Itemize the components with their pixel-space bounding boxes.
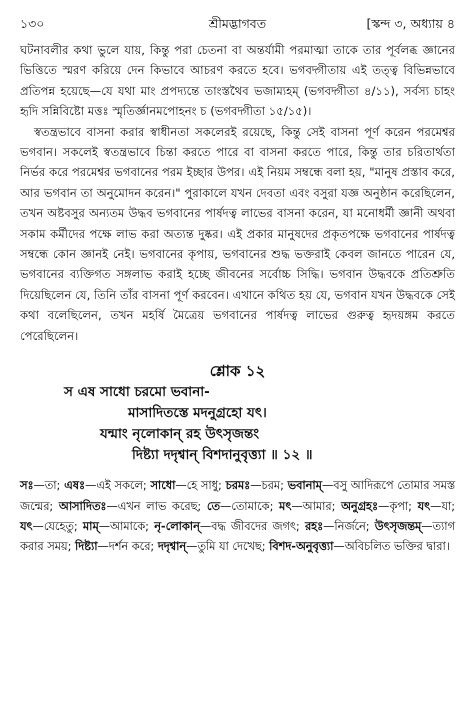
synonym-entry: ভবানাম্—বসু আদিরূপে তোমার সমস্ত জন্মের; [20,479,456,513]
word-meaning: নির্জনে; [334,519,370,533]
synonym-entry: আসাদিতঃ—এখন লাভ করেছ; [58,499,202,513]
word-for-word-synonyms [20,476,455,558]
purport-paragraph: ঘটনাবলীর কথা ভুলে যায়, কিন্তু পরা চেতনা বা অন্তর্যামী পরমাত্মা তাকে তার পূর্বলব্ধ জ্ঞানের ভিত্তিতে স্মরণ করিয়ে দেন কিভাবে আচরণ করতে হবে। ভগবদ্গীতায় এই তত্ত্ব বিভিন্নভাবে প্রতিপন্ন হয়েছে—যে যথা মাং প্রপদ্যন্তে তাংস্তথৈব ভজাম্যহম্ (ভগবদ্গীতা ৪/১১), সর্বস্য চাহং হৃদি সন্নিবিষ্টো মত্তঃ স্মৃতির্জ্ঞানমপোহনং চ (ভগবদ্গীতা ১৫/১৫)। [20,43,455,119]
word-meaning: যা; [441,499,456,513]
synonym-entry: চরমঃ—চরম; [225,479,284,493]
verse-line: স এষ সাধো চরমো ভবানা- [64,384,210,401]
sanskrit-word: উৎসৃজন্তম্ [374,519,422,533]
word-meaning: যেহেতু; [43,519,78,533]
verse-heading: শ্লোক ১২ [209,362,266,381]
synonym-entry: মৎ—আমার; [279,499,336,513]
page-header [20,8,455,34]
verse-line: মাসাদিতস্তে মদনুগ্রহো যৎ। [128,405,267,422]
chapter-reference: [স্কন্দ ৩, অধ্যায় ৪ [366,16,455,31]
sanskrit-word: মাম্ [82,519,99,533]
sanskrit-word: রহঃ [304,519,324,533]
purport-paragraph: স্বতন্ত্রভাবে বাসনা করার স্বাধীনতা সকলেরই রয়েছে, কিন্তু সেই বাসনা পূর্ণ করেন পরমেশ্বর ভগবান। সকলেই স্বতন্ত্রভাবে চিন্তা করতে পারে বা বাসনা করতে পারে, কিন্তু তার চরিতার্থতা নির্ভর করে পরমেশ্বর ভগবানের পরম ইচ্ছার উপর। এই নিয়ম সম্বন্ধে বলা হয়, "মানুষ প্রস্তাব করে, আর ভগবান তা অনুমোদন করেন।" পুরাকালে যখন দেবতা এবং বসুরা যজ্ঞ অনুষ্ঠান করেছিলেন, তখন অষ্টবসুর অন্যতম উদ্ধব ভগবানের পার্ষদত্ব লাভের বাসনা করেন, যা মনোধর্মী জ্ঞানী অথবা সকাম কর্মীদের পক্ষে লাভ করা অত্যন্ত দুষ্কর। এই প্রকার মানুষদের প্রকৃতপক্ষে ভগবানের পার্ষদত্ব সম্বন্ধে কোন জ্ঞানই নেই। ভগবানের কৃপায়, ভগবানের শুদ্ধ ভক্তরাই কেবল জানতে পারেন যে, ভগবানের ব্যক্তিগত সঙ্গলাভ করাই হচ্ছে জীবনের সর্বোচ্চ সিদ্ধি। ভগবান উদ্ধবকে প্রতিশ্রুতি দিয়েছিলেন যে, তিনি তাঁর বাসনা পূর্ণ করবেন। এখানে কথিত হয় যে, ভগবান যখন উদ্ধবকে সেই কথা বলেছিলেন, তখন মহর্ষি মৈত্রেয় ভগবানের পার্ষদত্ব লাভের গুরুত্ব হৃদয়ঙ্গম করতে পেরেছিলেন। [20,124,455,343]
page-number: ১৩০ [20,16,45,31]
synonym-entry: যৎ—যেহেতু; [20,519,78,533]
sanskrit-word: এষঃ [64,479,85,493]
synonym-entry: বিশদ-অনুবৃত্ত্যা—অবিচলিত ভক্তির দ্বারা। [269,540,450,554]
sanskrit-word: সাধো [150,479,176,493]
sanskrit-word: দদৃশ্বান্ [157,540,187,554]
word-meaning: আমার; [302,499,336,513]
word-meaning: বসু আদিরূপে তোমার সমস্ত জন্মের; [20,479,456,513]
book-title: শ্রীমদ্ভাগবত [208,16,267,31]
sanskrit-word: আসাদিতঃ [58,499,107,513]
word-meaning: বদ্ধ জীবদের জগৎ; [211,519,300,533]
synonym-entry: নৃ-লোকান্—বদ্ধ জীবদের জগৎ; [154,519,300,533]
synonym-entry: সাধো—হে সাধু; [150,479,222,493]
synonym-entry: উৎসৃজন্তম্—ত্যাগ করার সময়; [20,519,455,554]
synonym-entry: যৎ—যা; [417,499,456,513]
synonym-entry: রহঃ—নির্জনে; [304,519,370,533]
word-meaning: হে সাধু; [186,479,222,493]
word-meaning: তা; [44,479,61,493]
word-meaning: তুমি যা দেখেছ; [197,540,266,554]
sanskrit-word: যৎ [417,499,431,513]
synonym-entry: দদৃশ্বান্—তুমি যা দেখেছ; [157,540,266,554]
synonym-entry: দিষ্ট্যা—দর্শন করে; [75,540,155,554]
word-meaning: এই সকলে; [96,479,147,493]
synonym-entry: তে—তোমাকে; [206,499,274,513]
sanskrit-word: অনুগ্রহঃ [341,499,379,513]
verse-line: যন্মাং নৃলোকান্ রহ উৎসৃজন্তং [100,426,260,443]
synonym-entry: অনুগ্রহঃ—কৃপা; [341,499,412,513]
synonym-entry: এষঃ—এই সকলে; [64,479,147,493]
word-meaning: আমাকে; [110,519,149,533]
synonym-entry: মাম্—আমাকে; [82,519,149,533]
word-meaning: দর্শন করে; [108,540,155,554]
sanskrit-word: চরমঃ [225,479,251,493]
book-page [20,8,455,558]
word-meaning: এখন লাভ করেছ; [117,499,202,513]
sanskrit-word: নৃ-লোকান্ [154,519,200,533]
word-meaning: চরম; [261,479,284,493]
verse-line: দিষ্ট্যা দদৃশ্বান্ বিশদানুবৃত্ত্যা ॥ ১২ ॥ [132,447,313,464]
sanskrit-word: তে [206,499,220,513]
sanskrit-word: ভবানাম্ [287,479,322,493]
verse-text [20,382,455,466]
sanskrit-word: দিষ্ট্যা [75,540,98,554]
word-meaning: অবিচলিত ভক্তির দ্বারা। [344,540,450,554]
word-meaning: কৃপা; [389,499,412,513]
sanskrit-word: মৎ [279,499,292,513]
word-meaning: তোমাকে; [231,499,274,513]
sanskrit-word: যৎ [20,519,33,533]
synonym-entry: সঃ—তা; [20,479,61,493]
sanskrit-word: বিশদ-অনুবৃত্ত্যা [269,540,334,554]
sanskrit-word: সঃ [20,479,34,493]
word-meaning: ত্যাগ করার সময়; [20,519,455,554]
